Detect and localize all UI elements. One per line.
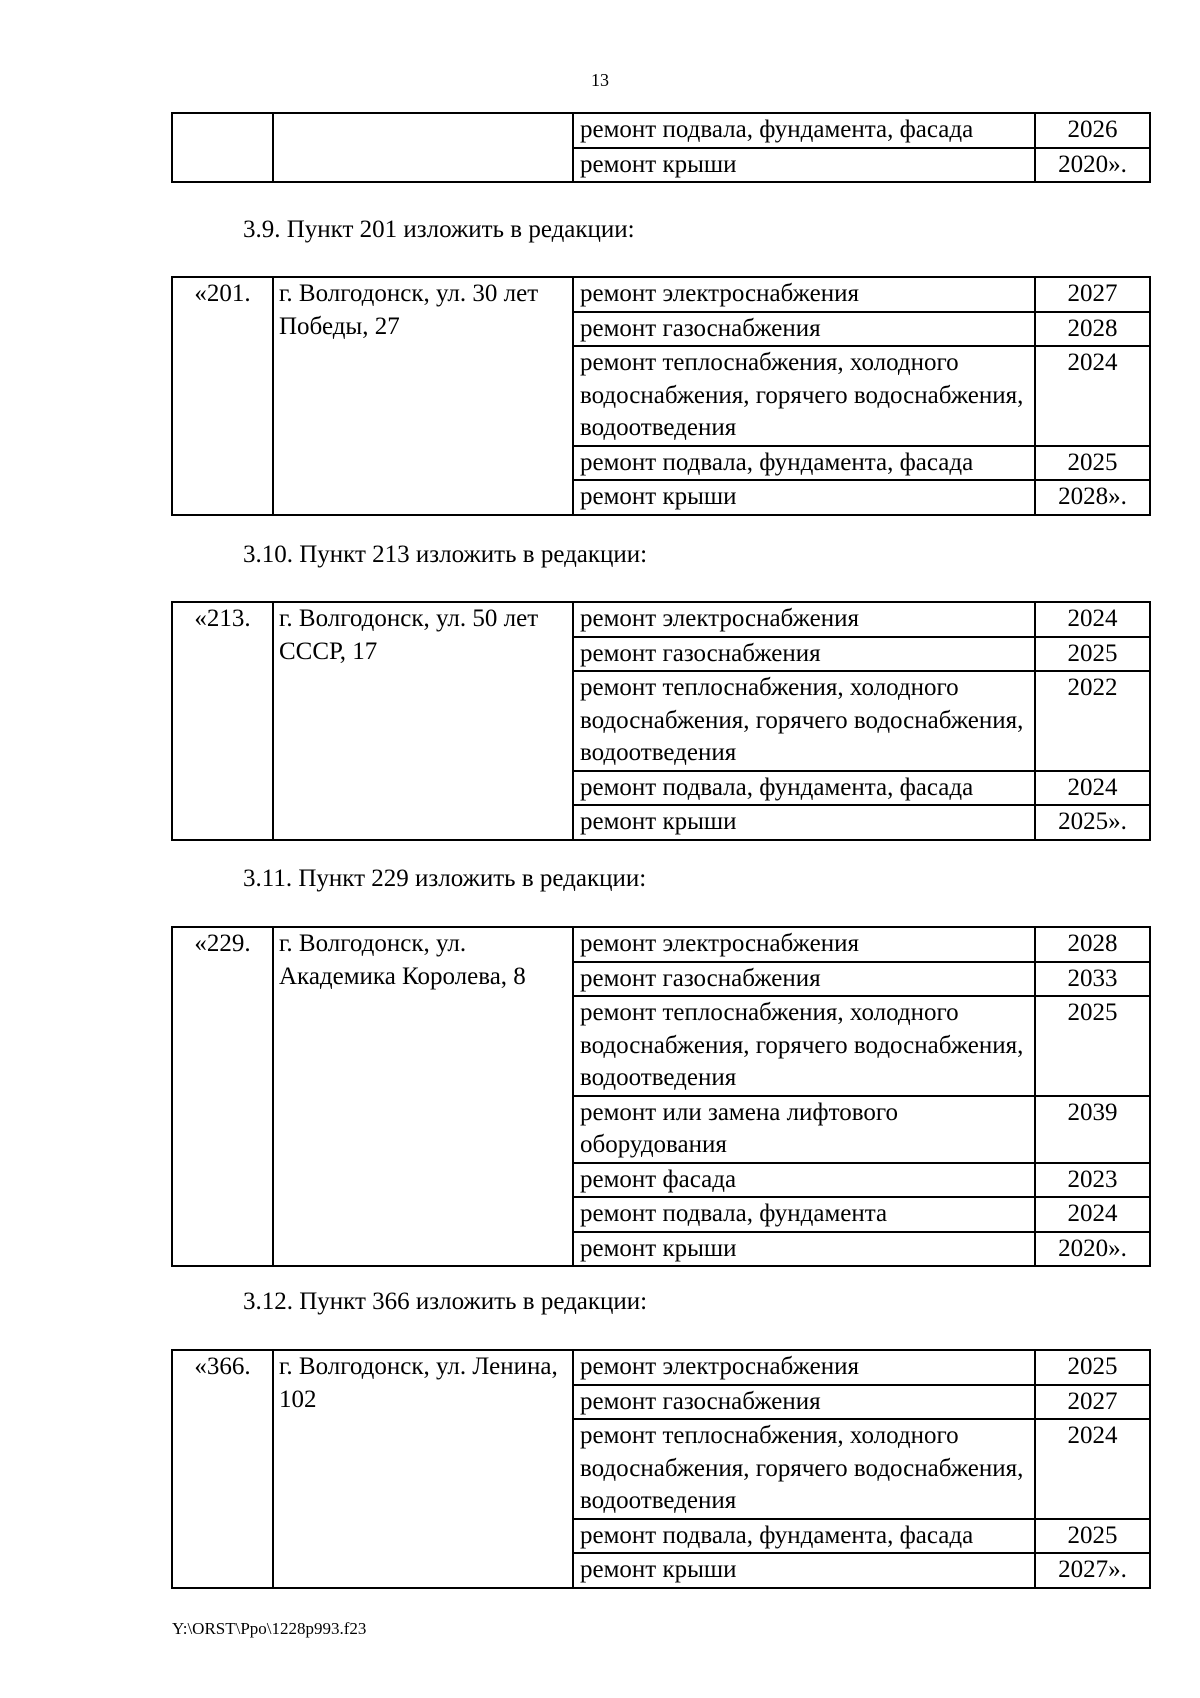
year-cell: 2020». bbox=[1035, 1232, 1150, 1267]
year-cell: 2025 bbox=[1035, 637, 1150, 672]
address-cell: г. Волгодонск, ул. 50 лет СССР, 17 bbox=[273, 602, 573, 840]
year-cell: 2027». bbox=[1035, 1553, 1150, 1588]
work-cell: ремонт подвала, фундамента bbox=[573, 1197, 1035, 1232]
year-cell: 2033 bbox=[1035, 962, 1150, 997]
work-cell: ремонт теплоснабжения, холодного водоснабжения, горячего водоснабжения, водоотведения bbox=[573, 1419, 1035, 1519]
work-cell: ремонт подвала, фундамента, фасада bbox=[573, 446, 1035, 481]
work-cell: ремонт крыши bbox=[573, 1553, 1035, 1588]
work-cell: ремонт газоснабжения bbox=[573, 962, 1035, 997]
address-cell: г. Волгодонск, ул. Ленина, 102 bbox=[273, 1350, 573, 1588]
table-item-366 bbox=[171, 1349, 1151, 1589]
item-number-cell: «229. bbox=[172, 927, 273, 1266]
work-cell: ремонт электроснабжения bbox=[573, 602, 1035, 637]
work-cell: ремонт газоснабжения bbox=[573, 312, 1035, 347]
work-cell: ремонт крыши bbox=[573, 480, 1035, 515]
work-cell: ремонт крыши bbox=[573, 148, 1035, 183]
section-heading: 3.12. Пункт 366 изложить в редакции: bbox=[243, 1288, 648, 1315]
work-cell: ремонт фасада bbox=[573, 1163, 1035, 1198]
section-heading: 3.9. Пункт 201 изложить в редакции: bbox=[243, 216, 635, 243]
year-cell: 2027 bbox=[1035, 277, 1150, 312]
work-cell: ремонт электроснабжения bbox=[573, 927, 1035, 962]
table-row bbox=[172, 927, 1150, 962]
work-cell: ремонт крыши bbox=[573, 805, 1035, 840]
year-cell: 2028 bbox=[1035, 312, 1150, 347]
table-row bbox=[172, 277, 1150, 312]
year-cell: 2022 bbox=[1035, 671, 1150, 771]
year-cell: 2025 bbox=[1035, 1519, 1150, 1554]
year-cell: 2025 bbox=[1035, 1350, 1150, 1385]
year-cell: 2025 bbox=[1035, 446, 1150, 481]
year-cell: 2028 bbox=[1035, 927, 1150, 962]
page-number: 13 bbox=[591, 70, 609, 90]
year-cell: 2028». bbox=[1035, 480, 1150, 515]
work-cell: ремонт подвала, фундамента, фасада bbox=[573, 113, 1035, 148]
work-cell: ремонт теплоснабжения, холодного водоснабжения, горячего водоснабжения, водоотведения bbox=[573, 346, 1035, 446]
item-number-cell: «366. bbox=[172, 1350, 273, 1588]
year-cell: 2023 bbox=[1035, 1163, 1150, 1198]
year-cell: 2024 bbox=[1035, 771, 1150, 806]
year-cell: 2025 bbox=[1035, 996, 1150, 1096]
work-cell: ремонт теплоснабжения, холодного водоснабжения, горячего водоснабжения, водоотведения bbox=[573, 671, 1035, 771]
work-cell: ремонт газоснабжения bbox=[573, 637, 1035, 672]
work-cell: ремонт крыши bbox=[573, 1232, 1035, 1267]
year-cell: 2039 bbox=[1035, 1096, 1150, 1163]
table-row bbox=[172, 1350, 1150, 1385]
work-cell: ремонт или замена лифтового оборудования bbox=[573, 1096, 1035, 1163]
table-item-229 bbox=[171, 926, 1151, 1267]
year-cell: 2024 bbox=[1035, 602, 1150, 637]
year-cell: 2025». bbox=[1035, 805, 1150, 840]
work-cell: ремонт газоснабжения bbox=[573, 1385, 1035, 1420]
year-cell: 2027 bbox=[1035, 1385, 1150, 1420]
work-cell: ремонт подвала, фундамента, фасада bbox=[573, 1519, 1035, 1554]
year-cell: 2020». bbox=[1035, 148, 1150, 183]
item-number-cell: «213. bbox=[172, 602, 273, 840]
item-number-cell bbox=[172, 113, 273, 182]
work-cell: ремонт электроснабжения bbox=[573, 1350, 1035, 1385]
work-cell: ремонт теплоснабжения, холодного водоснабжения, горячего водоснабжения, водоотведения bbox=[573, 996, 1035, 1096]
year-cell: 2024 bbox=[1035, 1419, 1150, 1519]
table-item-201 bbox=[171, 276, 1151, 516]
address-cell: г. Волгодонск, ул. Академика Королева, 8 bbox=[273, 927, 573, 1266]
address-cell bbox=[273, 113, 573, 182]
work-cell: ремонт электроснабжения bbox=[573, 277, 1035, 312]
address-cell: г. Волгодонск, ул. 30 лет Победы, 27 bbox=[273, 277, 573, 515]
work-cell: ремонт подвала, фундамента, фасада bbox=[573, 771, 1035, 806]
year-cell: 2024 bbox=[1035, 346, 1150, 446]
table-continuation bbox=[171, 112, 1151, 183]
table-row bbox=[172, 113, 1150, 148]
table-row bbox=[172, 602, 1150, 637]
year-cell: 2024 bbox=[1035, 1197, 1150, 1232]
section-heading: 3.11. Пункт 229 изложить в редакции: bbox=[243, 865, 647, 892]
year-cell: 2026 bbox=[1035, 113, 1150, 148]
file-path-footer: Y:\ORST\Ppo\1228p993.f23 bbox=[172, 1619, 367, 1638]
table-item-213 bbox=[171, 601, 1151, 841]
section-heading: 3.10. Пункт 213 изложить в редакции: bbox=[243, 541, 648, 568]
item-number-cell: «201. bbox=[172, 277, 273, 515]
